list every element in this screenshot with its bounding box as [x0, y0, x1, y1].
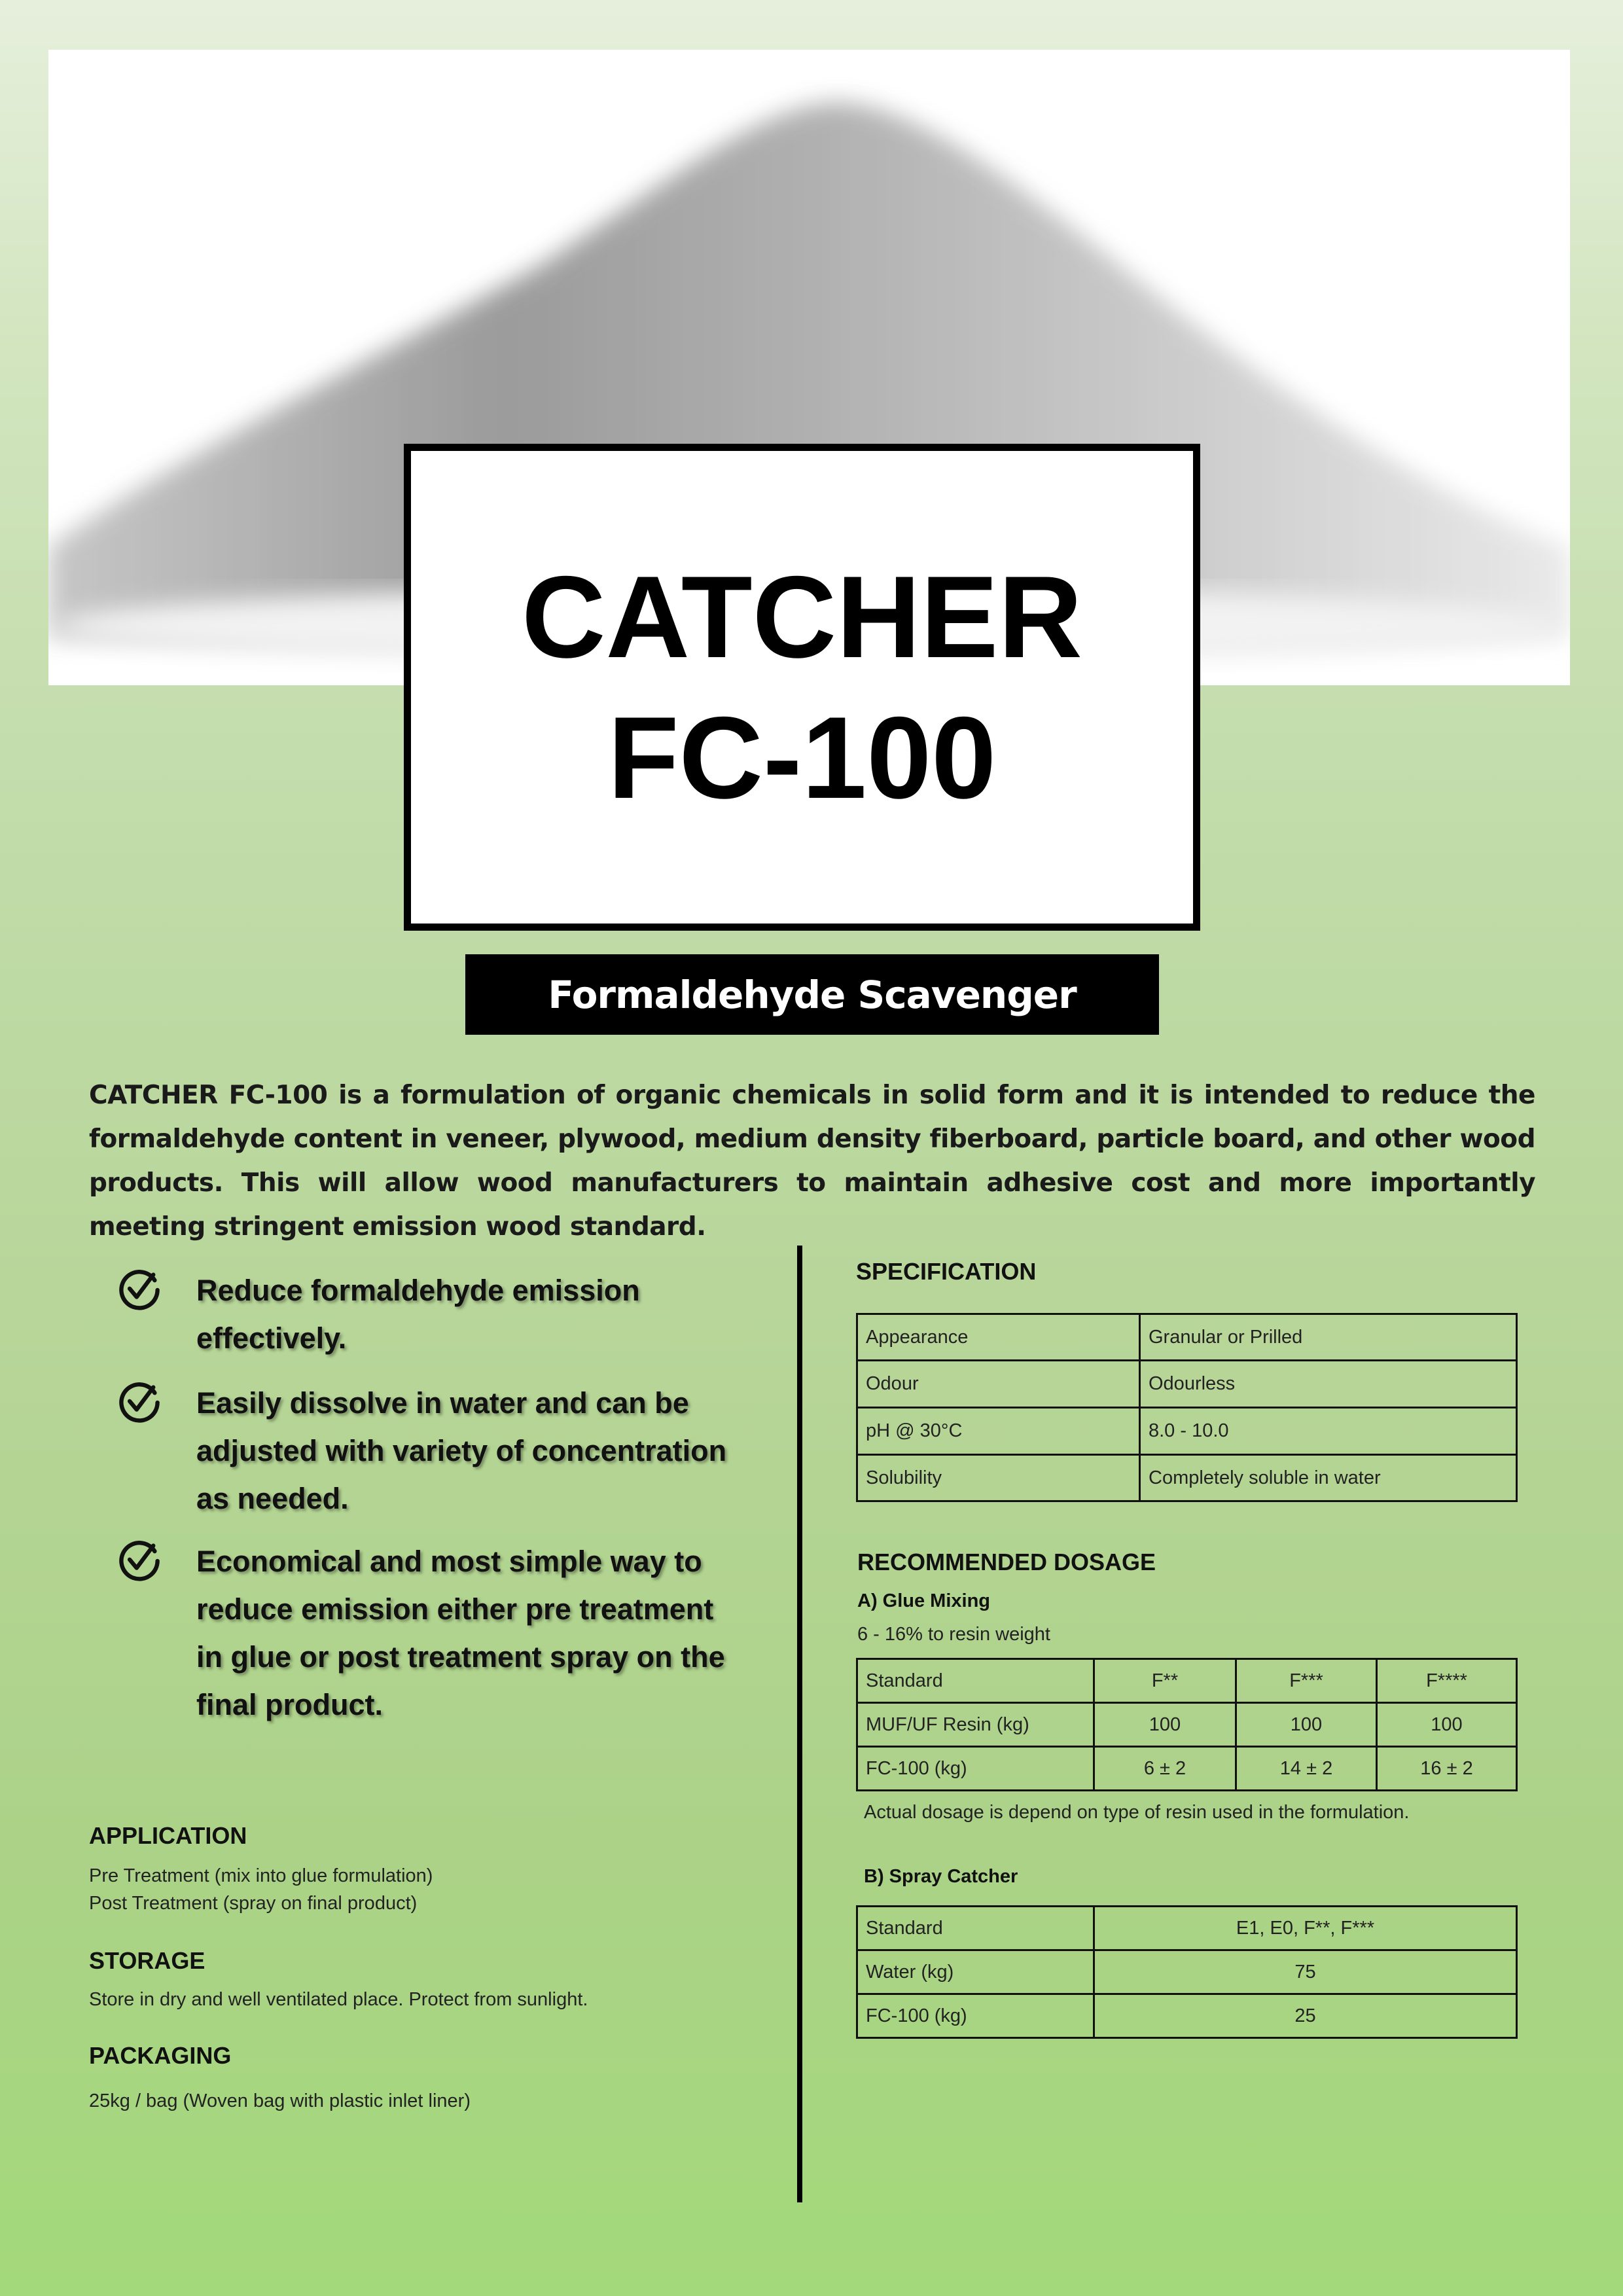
- table-cell: 75: [1094, 1950, 1517, 1994]
- specification-heading: SPECIFICATION: [856, 1258, 1037, 1285]
- table-cell: 14 ± 2: [1236, 1747, 1377, 1791]
- table-cell: Standard: [857, 1659, 1094, 1703]
- spec-value: Odourless: [1140, 1361, 1517, 1408]
- glue-mixing-subtitle: 6 - 16% to resin weight: [857, 1624, 1050, 1645]
- table-cell: F****: [1377, 1659, 1517, 1703]
- table-cell: 100: [1377, 1703, 1517, 1747]
- table-cell: Water (kg): [857, 1950, 1094, 1994]
- application-line: Post Treatment (spray on final product): [89, 1893, 418, 1914]
- table-cell: 100: [1236, 1703, 1377, 1747]
- table-row: [857, 1950, 1517, 1994]
- table-cell: Standard: [857, 1907, 1094, 1950]
- table-row: [857, 1314, 1517, 1361]
- table-cell: E1, E0, F**, F***: [1094, 1907, 1517, 1950]
- application-heading: APPLICATION: [89, 1822, 247, 1849]
- table-row: [857, 1455, 1517, 1501]
- feature-text: Easily dissolve in water and can be adjusted with variety of concentration as needed.: [196, 1386, 727, 1515]
- product-name-line2: FC-100: [607, 692, 997, 823]
- table-cell: FC-100 (kg): [857, 1994, 1094, 2038]
- spec-label: Odour: [857, 1361, 1140, 1408]
- packaging-text: 25kg / bag (Woven bag with plastic inlet liner): [89, 2090, 471, 2111]
- table-cell: 16 ± 2: [1377, 1747, 1517, 1791]
- table-row: [857, 1994, 1517, 2038]
- table-row: [857, 1747, 1517, 1791]
- product-name-line1: CATCHER: [522, 552, 1082, 682]
- table-row: [857, 1408, 1517, 1455]
- glue-mixing-table: [856, 1658, 1518, 1791]
- spec-value: Granular or Prilled: [1140, 1314, 1517, 1361]
- table-cell: F***: [1236, 1659, 1377, 1703]
- subtitle-banner: Formaldehyde Scavenger: [465, 954, 1159, 1035]
- table-cell: 100: [1094, 1703, 1236, 1747]
- table-cell: FC-100 (kg): [857, 1747, 1094, 1791]
- table-cell: 6 ± 2: [1094, 1747, 1236, 1791]
- feature-text: Economical and most simple way to reduce emission either pre treatment in glue or post treatment spray on the final product.: [196, 1545, 725, 1721]
- glue-mixing-title: A) Glue Mixing: [857, 1590, 990, 1611]
- table-row: [857, 1659, 1517, 1703]
- intro-paragraph: CATCHER FC-100 is a formulation of organic chemicals in solid form and it is intended to reduce the formaldehyde content in veneer, plywood, medium density fiberboard, particle board, and other wood products. This will allow wood manufacturers to maintain adhesive cost and more importantly meeting stringent emission wood standard.: [89, 1081, 1535, 1242]
- product-title-box: [404, 444, 1200, 931]
- feature-text: Reduce formaldehyde emission effectively.: [196, 1274, 640, 1355]
- dosage-note: Actual dosage is depend on type of resin used in the formulation.: [864, 1802, 1410, 1823]
- packaging-heading: PACKAGING: [89, 2042, 232, 2069]
- dosage-heading: RECOMMENDED DOSAGE: [857, 1549, 1156, 1575]
- column-divider: [797, 1246, 802, 2202]
- table-row: [857, 1703, 1517, 1747]
- spec-label: Appearance: [857, 1314, 1140, 1361]
- storage-text: Store in dry and well ventilated place. Protect from sunlight.: [89, 1989, 588, 2010]
- table-row: [857, 1907, 1517, 1950]
- table-cell: F**: [1094, 1659, 1236, 1703]
- spec-value: 8.0 - 10.0: [1140, 1408, 1517, 1455]
- spray-catcher-table: [856, 1905, 1518, 2039]
- feature-item: [117, 1537, 739, 1729]
- spec-label: Solubility: [857, 1455, 1140, 1501]
- feature-item: [117, 1266, 739, 1362]
- check-circle-icon: [117, 1539, 162, 1583]
- storage-heading: STORAGE: [89, 1947, 205, 1974]
- spec-label: pH @ 30°C: [857, 1408, 1140, 1455]
- table-cell: MUF/UF Resin (kg): [857, 1703, 1094, 1747]
- check-circle-icon: [117, 1268, 162, 1312]
- specification-table: [856, 1313, 1518, 1502]
- spray-catcher-title: B) Spray Catcher: [864, 1866, 1018, 1887]
- check-circle-icon: [117, 1380, 162, 1425]
- application-line: Pre Treatment (mix into glue formulation): [89, 1865, 433, 1886]
- spec-value: Completely soluble in water: [1140, 1455, 1517, 1501]
- table-cell: 25: [1094, 1994, 1517, 2038]
- table-row: [857, 1361, 1517, 1408]
- feature-item: [117, 1379, 739, 1522]
